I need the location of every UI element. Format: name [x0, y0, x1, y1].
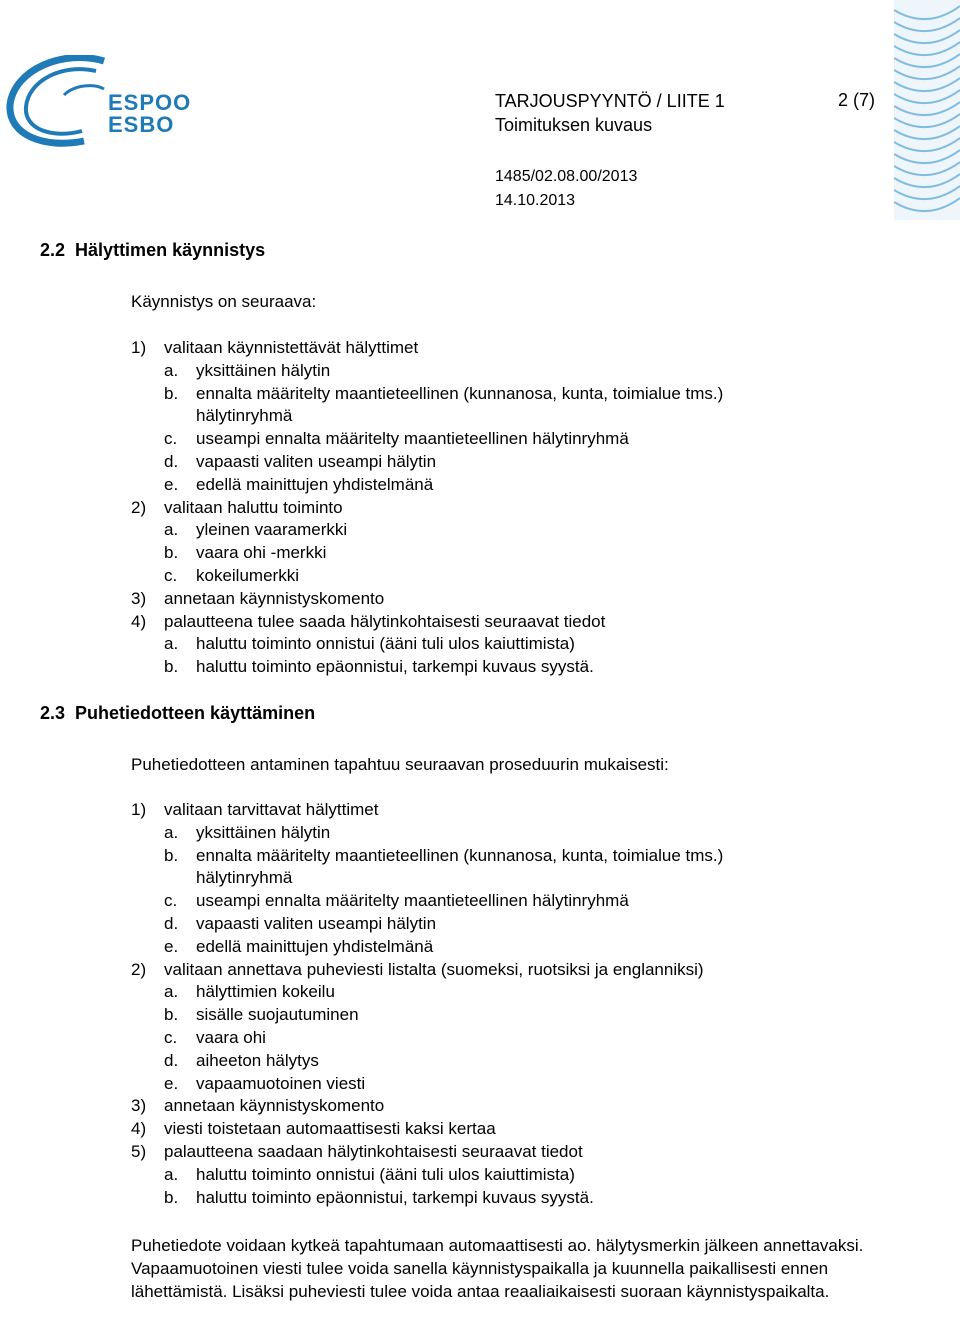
list-marker: 2) — [131, 497, 147, 517]
list-marker: 5) — [131, 1141, 147, 1161]
list-marker: d. — [164, 1050, 179, 1070]
section-intro: Puhetiedotteen antaminen tapahtuu seuraavan proseduurin mukaisesti: — [131, 755, 669, 774]
list-marker: b. — [164, 543, 179, 563]
list-item-text: vapaasti valiten useampi hälytin — [196, 451, 437, 471]
list-marker: e. — [164, 1073, 179, 1093]
list-item-text: valitaan haluttu toiminto — [164, 497, 343, 517]
list-item-text: hälytinryhmä — [196, 868, 293, 888]
section-heading-2-3: 2.3 Puhetiedotteen käyttäminen — [40, 703, 316, 723]
list-item — [131, 959, 723, 982]
list-item-text: sisälle suojautuminen — [196, 1005, 359, 1025]
list-item — [131, 474, 723, 497]
list-item-text: valitaan tarvittavat hälyttimet — [164, 800, 379, 819]
list-item-text: annetaan käynnistyskomento — [164, 1096, 385, 1116]
list-item — [131, 656, 723, 679]
list-item — [131, 451, 723, 474]
page-number: 2 (7) — [838, 90, 876, 110]
list-marker: b. — [164, 383, 179, 403]
list-item-text: aiheeton hälytys — [196, 1050, 319, 1070]
list-item-text: kokeilumerkki — [196, 565, 299, 585]
list-marker: b. — [164, 845, 179, 865]
list-item-text: palautteena tulee saada hälytinkohtaisesti seuraavat tiedot — [164, 611, 606, 631]
list-item — [131, 633, 723, 656]
list-marker: e. — [164, 936, 179, 956]
list-item-text: hälytinryhmä — [196, 406, 293, 426]
list-item — [131, 360, 723, 383]
list-marker: a. — [164, 822, 179, 842]
list-item-text: valitaan käynnistettävät hälyttimet — [164, 338, 419, 357]
list-item — [131, 799, 723, 822]
list-marker: d. — [164, 913, 179, 933]
list-item — [131, 542, 723, 565]
list-item-text: yksittäinen hälytin — [196, 360, 331, 380]
list-item — [131, 1187, 723, 1210]
list-marker: a. — [164, 360, 179, 380]
list-item — [131, 383, 723, 406]
list-marker: a. — [164, 1164, 179, 1184]
list-item-text: viesti toistetaan automaattisesti kaksi kertaa — [164, 1119, 496, 1139]
list-marker: a. — [164, 634, 179, 654]
list-marker: e. — [164, 474, 179, 494]
numbered-list — [131, 799, 723, 1209]
list-item-text: vapaamuotoinen viesti — [196, 1073, 366, 1093]
reference-number: 1485/02.08.00/2013 — [495, 168, 638, 185]
list-item-text: vaara ohi — [196, 1027, 266, 1047]
list-item-text: useampi ennalta määritelty maantieteellinen hälytinryhmä — [196, 891, 629, 911]
list-item — [131, 588, 723, 611]
list-item-text: vaara ohi -merkki — [196, 543, 327, 563]
list-item — [131, 1164, 723, 1187]
list-item-text: edellä mainittujen yhdistelmänä — [196, 936, 434, 956]
list-item — [131, 913, 723, 936]
list-item-text: haluttu toiminto epäonnistui, tarkempi kuvaus syystä. — [196, 657, 594, 677]
list-item-text: yksittäinen hälytin — [196, 822, 331, 842]
list-marker: 3) — [131, 1096, 147, 1116]
list-item-text: haluttu toiminto onnistui (ääni tuli ulos kaiuttimista) — [196, 1164, 575, 1184]
list-item-text: ennalta määritelty maantieteellinen (kunnanosa, kunta, toimialue tms.) — [196, 845, 724, 865]
list-marker: a. — [164, 520, 179, 540]
list-marker: 4) — [131, 1119, 147, 1139]
list-marker: b. — [164, 657, 179, 677]
list-item — [131, 981, 723, 1004]
list-item — [131, 428, 723, 451]
list-marker: d. — [164, 451, 179, 471]
list-marker: b. — [164, 1005, 179, 1025]
list-item — [131, 497, 723, 520]
list-item-text: yleinen vaaramerkki — [196, 520, 348, 540]
list-item-text: useampi ennalta määritelty maantieteellinen hälytinryhmä — [196, 429, 629, 449]
list-item-text: annetaan käynnistyskomento — [164, 588, 385, 608]
document-subtitle: Toimituksen kuvaus — [495, 115, 653, 135]
list-item-text: palautteena saadaan hälytinkohtaisesti seuraavat tiedot — [164, 1141, 583, 1161]
list-item — [131, 337, 723, 360]
document-date: 14.10.2013 — [495, 192, 576, 209]
list-item — [131, 405, 723, 428]
list-item — [131, 1073, 723, 1096]
list-marker: 1) — [131, 800, 147, 819]
list-item — [131, 1004, 723, 1027]
list-item-text: vapaasti valiten useampi hälytin — [196, 913, 437, 933]
list-marker: b. — [164, 1187, 179, 1207]
list-marker: 4) — [131, 611, 147, 631]
list-item — [131, 845, 723, 868]
list-item-text: ennalta määritelty maantieteellinen (kunnanosa, kunta, toimialue tms.) — [196, 383, 724, 403]
list-item — [131, 1118, 723, 1141]
section-intro: Käynnistys on seuraava: — [131, 292, 317, 311]
list-marker: 2) — [131, 959, 147, 979]
list-marker: 1) — [131, 338, 147, 357]
list-item — [131, 1141, 723, 1164]
list-item — [131, 867, 723, 890]
list-item — [131, 822, 723, 845]
list-item-text: haluttu toiminto epäonnistui, tarkempi kuvaus syystä. — [196, 1187, 594, 1207]
list-marker: a. — [164, 982, 179, 1002]
list-marker: c. — [164, 565, 178, 585]
closing-paragraph: Puhetiedote voidaan kytkeä tapahtumaan automaattisesti ao. hälytysmerkin jälkeen annettavaksi. Vapaamuotoinen viesti tulee voida sanella käynnistyspaikalla ja kuunnella paikallisesti ennen lähettämistä. Lisäksi puheviesti tulee voida antaa reaaliaikaisesti suoraan käynnistyspaikalta. — [131, 1236, 864, 1301]
list-marker: c. — [164, 429, 178, 449]
list-item — [131, 611, 723, 634]
list-marker: c. — [164, 891, 178, 911]
numbered-list — [131, 337, 723, 679]
list-marker: 3) — [131, 588, 147, 608]
list-item-text: haluttu toiminto onnistui (ääni tuli ulos kaiuttimista) — [196, 634, 575, 654]
list-item-text: hälyttimien kokeilu — [196, 982, 335, 1002]
list-marker: c. — [164, 1027, 178, 1047]
list-item — [131, 1050, 723, 1073]
espoo-logo-text: ESPOO ESBO — [108, 90, 192, 137]
decorative-wave-icon — [894, 0, 960, 220]
list-item — [131, 936, 723, 959]
list-item — [131, 565, 723, 588]
list-item-text: edellä mainittujen yhdistelmänä — [196, 474, 434, 494]
section-heading-2-2: 2.2 Hälyttimen käynnistys — [40, 240, 266, 260]
list-item — [131, 1095, 723, 1118]
list-item — [131, 890, 723, 913]
list-item-text: valitaan annettava puheviesti listalta (suomeksi, ruotsiksi ja englanniksi) — [164, 959, 704, 979]
list-item — [131, 519, 723, 542]
list-item — [131, 1027, 723, 1050]
document-title: TARJOUSPYYNTÖ / LIITE 1 — [495, 91, 725, 111]
